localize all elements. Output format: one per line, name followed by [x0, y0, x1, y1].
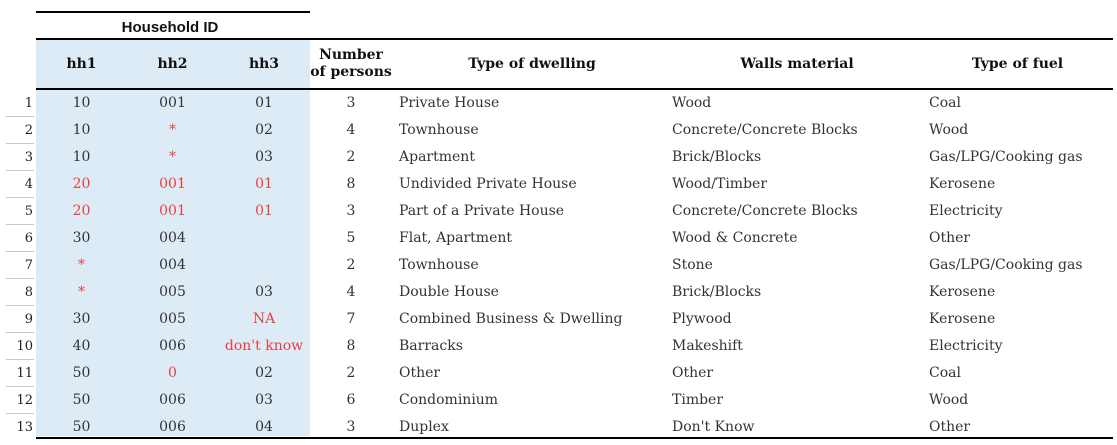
col-header-hh3: hh3: [248, 55, 280, 72]
row-number: 3: [24, 150, 33, 165]
cell-dwelling: Part of a Private House: [399, 203, 565, 219]
cell-hh2: *: [169, 149, 176, 165]
cell-walls: Makeshift: [672, 338, 743, 354]
cell-persons: 2: [346, 149, 356, 165]
cell-dwelling: Other: [399, 365, 441, 381]
cell-hh1: 40: [72, 338, 91, 354]
cell-hh3: 01: [255, 203, 273, 219]
col-header-hh1: hh1: [66, 55, 97, 72]
cell-dwelling: Condominium: [399, 392, 499, 408]
col-header-persons-line1: Number: [319, 47, 383, 63]
cell-hh1: 50: [72, 365, 91, 381]
cell-hh1: 10: [72, 149, 91, 165]
cell-hh3: 03: [255, 392, 273, 408]
table-row: [0, 333, 1117, 360]
cell-walls: Concrete/Concrete Blocks: [672, 203, 858, 219]
cell-persons: 5: [346, 230, 356, 246]
cell-hh1: *: [78, 257, 85, 273]
cell-hh2: 0: [168, 365, 177, 381]
col-header-hh2: hh2: [157, 55, 188, 72]
cell-hh1: 30: [72, 230, 91, 246]
table-row: [0, 144, 1117, 171]
row-number: 13: [16, 420, 33, 435]
table-row: [0, 90, 1117, 117]
col-header-dwelling: Type of dwelling: [468, 55, 596, 72]
cell-hh3: don't know: [224, 338, 304, 354]
cell-walls: Timber: [672, 392, 724, 408]
cell-persons: 2: [346, 365, 356, 381]
cell-persons: 8: [346, 338, 356, 354]
cell-hh2: 001: [159, 203, 186, 219]
cell-hh1: 10: [72, 122, 91, 138]
cell-hh1: 20: [72, 176, 91, 192]
table-row: [0, 252, 1117, 279]
cell-fuel: Gas/LPG/Cooking gas: [929, 149, 1083, 165]
table-row: [0, 225, 1117, 252]
cell-walls: Concrete/Concrete Blocks: [672, 122, 858, 138]
cell-hh3: 04: [255, 419, 273, 435]
cell-hh3: NA: [252, 311, 276, 327]
cell-fuel: Electricity: [929, 203, 1003, 219]
cell-hh2: 004: [159, 257, 186, 273]
cell-hh1: 20: [72, 203, 91, 219]
row-number: 12: [16, 393, 33, 408]
cell-walls: Brick/Blocks: [672, 284, 762, 300]
row-number: 11: [16, 366, 33, 381]
cell-hh3: 02: [255, 365, 273, 381]
cell-hh3: [218, 225, 310, 252]
cell-dwelling: Barracks: [399, 338, 463, 354]
cell-hh3: [218, 252, 310, 279]
cell-hh2: 006: [159, 419, 186, 435]
cell-dwelling: Combined Business & Dwelling: [399, 311, 623, 327]
table-row: [0, 387, 1117, 414]
cell-fuel: Wood: [929, 122, 969, 138]
cell-walls: Other: [672, 365, 714, 381]
cell-persons: 3: [346, 95, 356, 111]
table-row: [0, 117, 1117, 144]
table-row: [0, 414, 1117, 441]
cell-hh3: 03: [255, 284, 273, 300]
cell-persons: 3: [346, 203, 356, 219]
col-header-persons: [310, 40, 392, 88]
household-id-header: [36, 11, 310, 41]
cell-walls: Wood: [672, 95, 712, 111]
cell-fuel: Other: [929, 230, 971, 246]
cell-fuel: Kerosene: [929, 311, 996, 327]
col-header-fuel: Type of fuel: [971, 55, 1064, 72]
table-row: [0, 306, 1117, 333]
row-number: 6: [24, 231, 33, 246]
row-number: 8: [24, 285, 33, 300]
cell-hh2: 001: [159, 176, 186, 192]
cell-dwelling: Undivided Private House: [399, 176, 577, 192]
table-row: [0, 198, 1117, 225]
cell-persons: 8: [346, 176, 356, 192]
cell-walls: Brick/Blocks: [672, 149, 762, 165]
cell-hh2: 004: [159, 230, 186, 246]
cell-dwelling: Townhouse: [399, 257, 479, 273]
cell-fuel: Coal: [929, 365, 961, 381]
cell-walls: Stone: [672, 257, 713, 273]
cell-persons: 4: [346, 284, 356, 300]
cell-hh1: 30: [72, 311, 91, 327]
table-row: [0, 279, 1117, 306]
cell-hh2: 006: [159, 392, 186, 408]
row-number: 7: [24, 258, 33, 273]
cell-walls: Wood & Concrete: [672, 230, 798, 246]
table-row: [0, 171, 1117, 198]
cell-fuel: Gas/LPG/Cooking gas: [929, 257, 1083, 273]
cell-dwelling: Private House: [399, 95, 500, 111]
cell-dwelling: Apartment: [399, 149, 475, 165]
cell-fuel: Coal: [929, 95, 961, 111]
cell-hh2: 005: [159, 284, 186, 300]
cell-walls: Don't Know: [672, 419, 755, 435]
cell-fuel: Kerosene: [929, 176, 996, 192]
cell-hh1: 50: [72, 392, 91, 408]
table-row: [0, 360, 1117, 387]
cell-hh1: *: [78, 284, 85, 300]
cell-walls: Plywood: [672, 311, 732, 327]
cell-persons: 3: [346, 419, 356, 435]
row-number: 1: [24, 96, 33, 111]
row-number: 4: [24, 177, 33, 192]
cell-dwelling: Townhouse: [399, 122, 479, 138]
cell-persons: 7: [346, 311, 356, 327]
cell-hh1: 10: [72, 95, 91, 111]
cell-hh1: 50: [72, 419, 91, 435]
cell-hh3: 01: [255, 176, 273, 192]
cell-dwelling: Flat, Apartment: [399, 230, 513, 246]
cell-hh3: 02: [255, 122, 273, 138]
cell-fuel: Other: [929, 419, 971, 435]
cell-hh3: 01: [255, 95, 273, 111]
cell-dwelling: Double House: [399, 284, 499, 300]
cell-dwelling: Duplex: [399, 419, 449, 435]
cell-hh2: 005: [159, 311, 186, 327]
cell-fuel: Kerosene: [929, 284, 996, 300]
cell-fuel: Electricity: [929, 338, 1003, 354]
cell-fuel: Wood: [929, 392, 969, 408]
household-id-title: Household ID: [121, 19, 219, 36]
col-header-persons-line2: of persons: [310, 64, 392, 80]
cell-hh2: 006: [159, 338, 186, 354]
row-number: 5: [24, 204, 33, 219]
cell-persons: 6: [346, 392, 356, 408]
row-number: 2: [24, 123, 33, 138]
cell-hh3: 03: [255, 149, 273, 165]
cell-persons: 4: [346, 122, 356, 138]
row-number: 9: [24, 312, 33, 327]
cell-hh2: *: [169, 122, 176, 138]
cell-hh2: 001: [159, 95, 186, 111]
col-header-walls: Walls material: [740, 55, 854, 72]
cell-walls: Wood/Timber: [672, 176, 768, 192]
cell-persons: 2: [346, 257, 356, 273]
row-number: 10: [16, 339, 33, 354]
